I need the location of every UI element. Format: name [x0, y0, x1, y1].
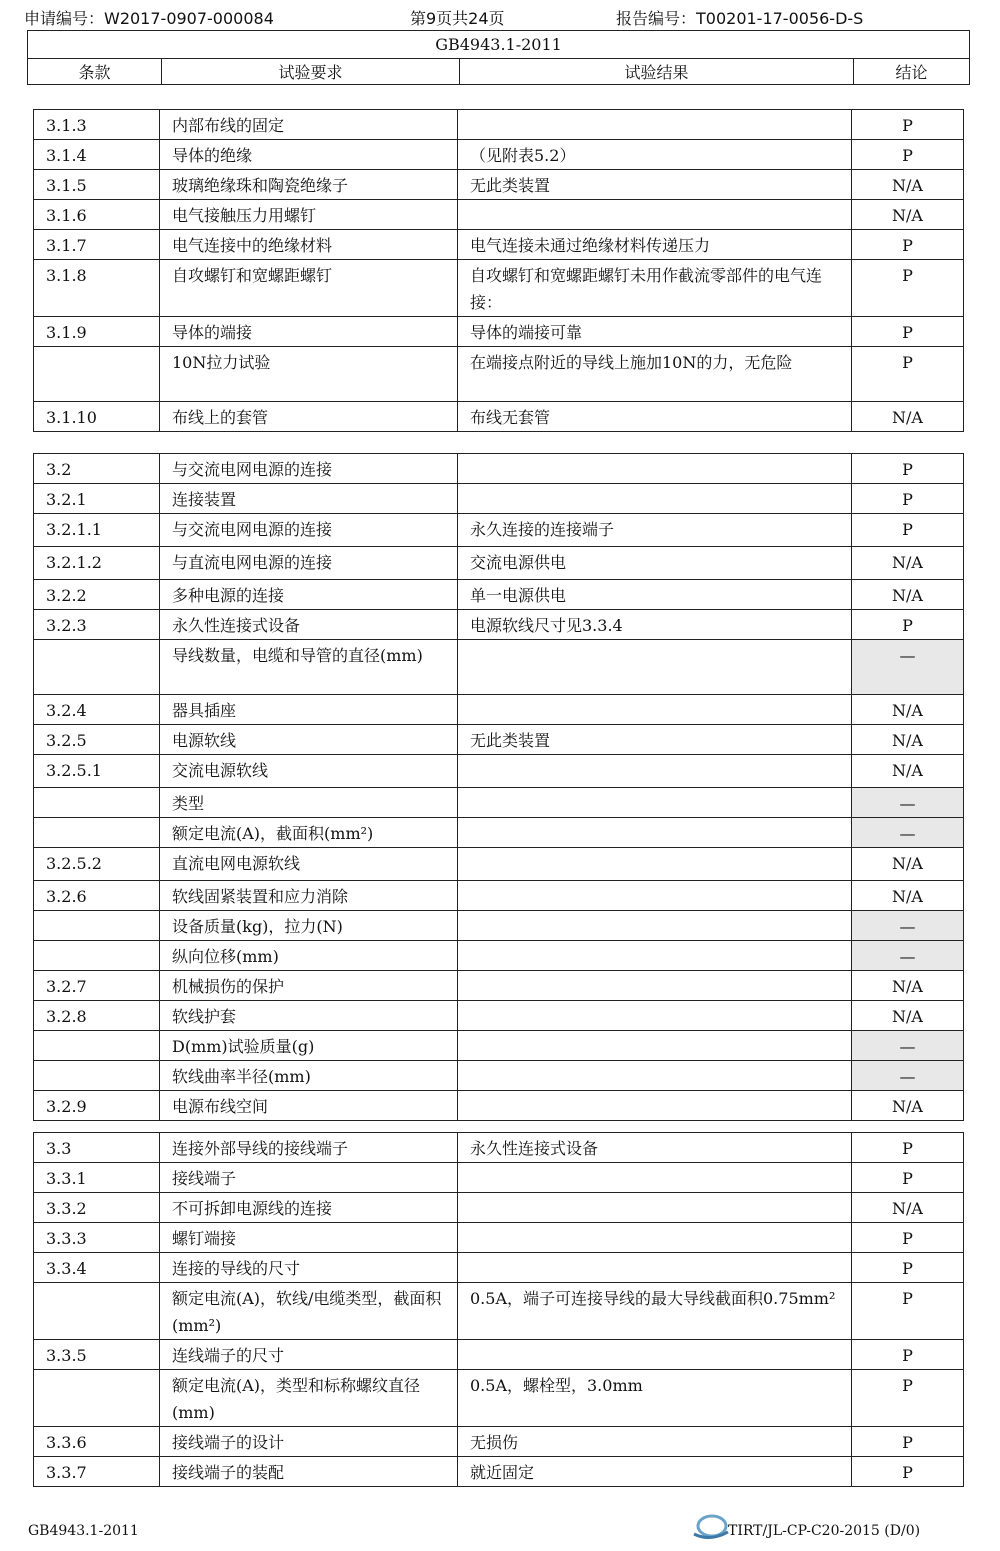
- table-row: [34, 260, 964, 317]
- result-cell: 就近固定: [458, 1457, 852, 1487]
- table-row: [34, 1427, 964, 1457]
- requirement-cell: 自攻螺钉和宽螺距螺钉: [160, 260, 458, 317]
- clause-cell: 3.3.5: [34, 1340, 160, 1370]
- result-cell: 0.5A，螺栓型，3.0mm: [458, 1370, 852, 1427]
- requirement-cell: 布线上的套管: [160, 402, 458, 432]
- clause-cell: 3.1.6: [34, 200, 160, 230]
- table-row: [34, 1283, 964, 1340]
- result-cell: 导体的端接可靠: [458, 317, 852, 347]
- clause-cell: [34, 1283, 160, 1340]
- result-cell: [458, 454, 852, 484]
- table-row: [34, 881, 964, 911]
- table-row: [34, 1001, 964, 1031]
- requirement-cell: 导线数量，电缆和导管的直径(mm): [160, 640, 458, 695]
- result-cell: [458, 848, 852, 881]
- table-row: [34, 848, 964, 881]
- table-row: [34, 140, 964, 170]
- table-row: [34, 1340, 964, 1370]
- result-cell: 电气连接未通过绝缘材料传递压力: [458, 230, 852, 260]
- col-header-conclusion: 结论: [854, 59, 970, 85]
- clause-cell: 3.1.10: [34, 402, 160, 432]
- requirement-cell: 导体的端接: [160, 317, 458, 347]
- result-cell: [458, 755, 852, 788]
- conclusion-cell: —: [852, 1061, 964, 1091]
- conclusion-cell: N/A: [852, 695, 964, 725]
- clause-cell: 3.1.4: [34, 140, 160, 170]
- header-table: [27, 30, 970, 85]
- requirement-cell: 10N拉力试验: [160, 347, 458, 402]
- conclusion-cell: P: [852, 1163, 964, 1193]
- result-cell: [458, 971, 852, 1001]
- requirement-cell: 直流电网电源软线: [160, 848, 458, 881]
- clause-cell: [34, 911, 160, 941]
- table-row: [34, 725, 964, 755]
- table-row: [34, 1091, 964, 1121]
- requirement-cell: 接线端子的设计: [160, 1427, 458, 1457]
- clause-cell: 3.2.1.1: [34, 514, 160, 547]
- section-3-1-table: [33, 109, 964, 432]
- clause-cell: 3.2.5.1: [34, 755, 160, 788]
- col-header-result: 试验结果: [460, 59, 854, 85]
- table-row: [34, 788, 964, 818]
- result-cell: [458, 1193, 852, 1223]
- result-cell: 无此类装置: [458, 170, 852, 200]
- clause-cell: 3.1.3: [34, 110, 160, 140]
- requirement-cell: 螺钉端接: [160, 1223, 458, 1253]
- requirement-cell: 额定电流(A)，截面积(mm²): [160, 818, 458, 848]
- requirement-cell: 与直流电网电源的连接: [160, 547, 458, 580]
- footer-form-number: TIRT/JL-CP-C20-2015 (D/0): [728, 1523, 921, 1539]
- table-row: [34, 695, 964, 725]
- requirement-cell: 类型: [160, 788, 458, 818]
- table-row: [34, 755, 964, 788]
- table-row: [34, 610, 964, 640]
- clause-cell: 3.2.5.2: [34, 848, 160, 881]
- conclusion-cell: P: [852, 347, 964, 402]
- conclusion-cell: P: [852, 484, 964, 514]
- table-row: [34, 170, 964, 200]
- requirement-cell: 连线端子的尺寸: [160, 1340, 458, 1370]
- result-cell: 无损伤: [458, 1427, 852, 1457]
- result-cell: 无此类装置: [458, 725, 852, 755]
- conclusion-cell: P: [852, 110, 964, 140]
- conclusion-cell: P: [852, 1133, 964, 1163]
- conclusion-cell: P: [852, 260, 964, 317]
- table-row: [34, 580, 964, 610]
- clause-cell: 3.1.7: [34, 230, 160, 260]
- clause-cell: 3.2.7: [34, 971, 160, 1001]
- requirement-cell: 与交流电网电源的连接: [160, 454, 458, 484]
- standard-title: GB4943.1-2011: [28, 31, 970, 59]
- conclusion-cell: —: [852, 640, 964, 695]
- clause-cell: [34, 788, 160, 818]
- requirement-cell: 接线端子的装配: [160, 1457, 458, 1487]
- clause-cell: 3.2.1: [34, 484, 160, 514]
- clause-cell: [34, 640, 160, 695]
- application-number: 申请编号：W2017-0907-000084: [24, 9, 274, 28]
- clause-cell: 3.2.8: [34, 1001, 160, 1031]
- section-3-2-table: [33, 453, 964, 1121]
- table-row: [34, 818, 964, 848]
- table-row: [34, 971, 964, 1001]
- conclusion-cell: N/A: [852, 971, 964, 1001]
- conclusion-cell: P: [852, 1340, 964, 1370]
- conclusion-cell: N/A: [852, 580, 964, 610]
- table-row: [34, 941, 964, 971]
- conclusion-cell: —: [852, 941, 964, 971]
- requirement-cell: 连接的导线的尺寸: [160, 1253, 458, 1283]
- report-logo-icon: [690, 1512, 730, 1542]
- conclusion-cell: N/A: [852, 1001, 964, 1031]
- result-cell: [458, 200, 852, 230]
- table-row: [34, 1133, 964, 1163]
- conclusion-cell: —: [852, 788, 964, 818]
- clause-cell: 3.3.4: [34, 1253, 160, 1283]
- conclusion-cell: —: [852, 911, 964, 941]
- result-cell: [458, 1223, 852, 1253]
- requirement-cell: 额定电流(A)，软线/电缆类型，截面积(mm²): [160, 1283, 458, 1340]
- requirement-cell: 额定电流(A)，类型和标称螺纹直径(mm): [160, 1370, 458, 1427]
- requirement-cell: 软线曲率半径(mm): [160, 1061, 458, 1091]
- conclusion-cell: P: [852, 230, 964, 260]
- table-row: [34, 402, 964, 432]
- result-cell: [458, 788, 852, 818]
- table-row: [34, 514, 964, 547]
- table-row: [34, 1223, 964, 1253]
- conclusion-cell: P: [852, 317, 964, 347]
- result-cell: [458, 1253, 852, 1283]
- requirement-cell: 交流电源软线: [160, 755, 458, 788]
- table-row: [34, 200, 964, 230]
- section-3-3-table: [33, 1132, 964, 1487]
- requirement-cell: 与交流电网电源的连接: [160, 514, 458, 547]
- clause-cell: 3.3.2: [34, 1193, 160, 1223]
- clause-cell: 3.1.5: [34, 170, 160, 200]
- result-cell: 自攻螺钉和宽螺距螺钉未用作截流零部件的电气连接：: [458, 260, 852, 317]
- clause-cell: 3.2.3: [34, 610, 160, 640]
- conclusion-cell: N/A: [852, 881, 964, 911]
- conclusion-cell: N/A: [852, 1091, 964, 1121]
- conclusion-cell: N/A: [852, 402, 964, 432]
- clause-cell: 3.2.1.2: [34, 547, 160, 580]
- requirement-cell: 电气连接中的绝缘材料: [160, 230, 458, 260]
- conclusion-cell: N/A: [852, 200, 964, 230]
- table-row: [34, 1193, 964, 1223]
- result-cell: [458, 1340, 852, 1370]
- table-row: [34, 230, 964, 260]
- result-cell: [458, 484, 852, 514]
- clause-cell: [34, 347, 160, 402]
- clause-cell: 3.2.4: [34, 695, 160, 725]
- result-cell: [458, 1091, 852, 1121]
- result-cell: [458, 640, 852, 695]
- requirement-cell: 导体的绝缘: [160, 140, 458, 170]
- result-cell: [458, 1163, 852, 1193]
- requirement-cell: 多种电源的连接: [160, 580, 458, 610]
- conclusion-cell: P: [852, 1283, 964, 1340]
- conclusion-cell: P: [852, 1457, 964, 1487]
- result-cell: 永久连接的连接端子: [458, 514, 852, 547]
- clause-cell: 3.3.1: [34, 1163, 160, 1193]
- clause-cell: [34, 1370, 160, 1427]
- conclusion-cell: P: [852, 610, 964, 640]
- conclusion-cell: —: [852, 818, 964, 848]
- conclusion-cell: N/A: [852, 547, 964, 580]
- page-header: [24, 6, 974, 28]
- table-row: [34, 1370, 964, 1427]
- result-cell: [458, 110, 852, 140]
- clause-cell: 3.2.2: [34, 580, 160, 610]
- requirement-cell: 软线护套: [160, 1001, 458, 1031]
- requirement-cell: 不可拆卸电源线的连接: [160, 1193, 458, 1223]
- conclusion-cell: P: [852, 454, 964, 484]
- result-cell: [458, 1061, 852, 1091]
- clause-cell: 3.1.8: [34, 260, 160, 317]
- conclusion-cell: P: [852, 514, 964, 547]
- conclusion-cell: —: [852, 1031, 964, 1061]
- clause-cell: 3.3.3: [34, 1223, 160, 1253]
- requirement-cell: 连接外部导线的接线端子: [160, 1133, 458, 1163]
- conclusion-cell: N/A: [852, 848, 964, 881]
- clause-cell: 3.1.9: [34, 317, 160, 347]
- conclusion-cell: N/A: [852, 170, 964, 200]
- requirement-cell: 连接装置: [160, 484, 458, 514]
- report-number: 报告编号：T00201-17-0056-D-S: [616, 9, 864, 28]
- table-row: [34, 484, 964, 514]
- conclusion-cell: N/A: [852, 725, 964, 755]
- clause-cell: 3.3.7: [34, 1457, 160, 1487]
- conclusion-cell: P: [852, 140, 964, 170]
- footer-standard: GB4943.1-2011: [28, 1523, 139, 1539]
- table-row: [34, 317, 964, 347]
- clause-cell: 3.3.6: [34, 1427, 160, 1457]
- conclusion-cell: P: [852, 1427, 964, 1457]
- table-row: [34, 1457, 964, 1487]
- clause-cell: [34, 1061, 160, 1091]
- table-row: [34, 1031, 964, 1061]
- result-cell: 电源软线尺寸见3.3.4: [458, 610, 852, 640]
- result-cell: 0.5A，端子可连接导线的最大导线截面积0.75mm²: [458, 1283, 852, 1340]
- conclusion-cell: P: [852, 1370, 964, 1427]
- result-cell: [458, 1001, 852, 1031]
- result-cell: [458, 911, 852, 941]
- table-row: [34, 1061, 964, 1091]
- table-row: [34, 110, 964, 140]
- clause-cell: 3.2: [34, 454, 160, 484]
- page-number: 第9页共24页: [410, 9, 505, 28]
- clause-cell: [34, 941, 160, 971]
- requirement-cell: 接线端子: [160, 1163, 458, 1193]
- conclusion-cell: N/A: [852, 1193, 964, 1223]
- result-cell: [458, 881, 852, 911]
- table-row: [34, 347, 964, 402]
- result-cell: 单一电源供电: [458, 580, 852, 610]
- table-row: [34, 911, 964, 941]
- clause-cell: [34, 818, 160, 848]
- requirement-cell: 设备质量(kg)，拉力(N): [160, 911, 458, 941]
- result-cell: 交流电源供电: [458, 547, 852, 580]
- col-header-requirement: 试验要求: [162, 59, 460, 85]
- requirement-cell: 软线固紧装置和应力消除: [160, 881, 458, 911]
- requirement-cell: D(mm)试验质量(g): [160, 1031, 458, 1061]
- result-cell: 布线无套管: [458, 402, 852, 432]
- clause-cell: 3.2.5: [34, 725, 160, 755]
- result-cell: [458, 941, 852, 971]
- table-row: [34, 547, 964, 580]
- requirement-cell: 玻璃绝缘珠和陶瓷绝缘子: [160, 170, 458, 200]
- table-row: [34, 1163, 964, 1193]
- requirement-cell: 内部布线的固定: [160, 110, 458, 140]
- requirement-cell: 电气接触压力用螺钉: [160, 200, 458, 230]
- clause-cell: [34, 1031, 160, 1061]
- result-cell: 在端接点附近的导线上施加10N的力，无危险: [458, 347, 852, 402]
- requirement-cell: 纵向位移(mm): [160, 941, 458, 971]
- conclusion-cell: N/A: [852, 755, 964, 788]
- clause-cell: 3.2.9: [34, 1091, 160, 1121]
- requirement-cell: 电源布线空间: [160, 1091, 458, 1121]
- requirement-cell: 机械损伤的保护: [160, 971, 458, 1001]
- result-cell: 永久性连接式设备: [458, 1133, 852, 1163]
- result-cell: （见附表5.2）: [458, 140, 852, 170]
- requirement-cell: 电源软线: [160, 725, 458, 755]
- clause-cell: 3.2.6: [34, 881, 160, 911]
- conclusion-cell: P: [852, 1253, 964, 1283]
- requirement-cell: 器具插座: [160, 695, 458, 725]
- col-header-clause: 条款: [28, 59, 162, 85]
- table-row: [34, 1253, 964, 1283]
- table-row: [34, 640, 964, 695]
- table-row: [34, 454, 964, 484]
- conclusion-cell: P: [852, 1223, 964, 1253]
- clause-cell: 3.3: [34, 1133, 160, 1163]
- result-cell: [458, 695, 852, 725]
- result-cell: [458, 1031, 852, 1061]
- result-cell: [458, 818, 852, 848]
- requirement-cell: 永久性连接式设备: [160, 610, 458, 640]
